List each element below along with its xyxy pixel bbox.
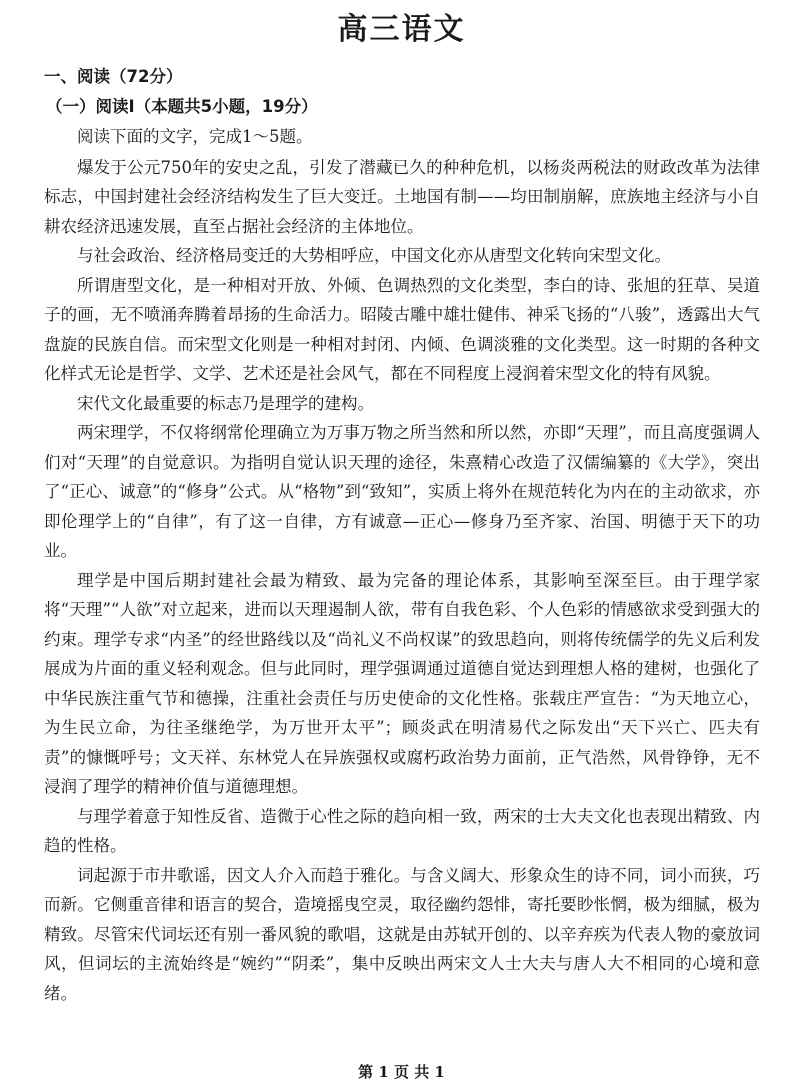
paragraph: 与理学着意于知性反省、造微于心性之际的趋向相一致，两宋的士大夫文化也表现出精致、内趋的性格。	[44, 806, 760, 855]
subsection-heading: （一）阅读I（本题共5小题，19分）	[46, 97, 318, 116]
paragraph: 宋代文化最重要的标志乃是理学的建构。	[77, 393, 374, 413]
paragraph: 爆发于公元750年的安史之乱，引发了潜藏已久的种种危机，以杨炎两税法的财政改革为法律标志，中国封建社会经济结构发生了巨大变迁。土地国有制——均田制崩解，庶族地主经济与小自耕农经济迅速发展，直至占据社会经济的主体地位。	[44, 157, 760, 236]
paragraph: 所谓唐型文化，是一种相对开放、外倾、色调热烈的文化类型，李白的诗、张旭的狂草、吴道子的画，无不喷涌奔腾着昂扬的生命活力。昭陵古雕中雄壮健伟、神采飞扬的“八骏”，透露出大气盘旋的民族自信。而宋型文化则是一种相对封闭、内倾、色调淡雅的文化类型。这一时期的各种文化样式无论是哲学、文学、艺术还是社会风气，都在不同程度上浸润着宋型文化的特有风貌。	[44, 275, 760, 383]
paragraph: 与社会政治、经济格局变迁的大势相呼应，中国文化亦从唐型文化转向宋型文化。	[77, 246, 671, 265]
paragraph: 理学是中国后期封建社会最为精致、最为完备的理论体系，其影响至深至巨。由于理学家将“天理”“人欲”对立起来，进而以天理遏制人欲，带有自我色彩、个人色彩的情感欲求受到强大的约束。理学专求“内圣”的经世路线以及“尚礼义不尚权谋”的致思趋向，则将传统儒学的先义后利发展成为片面的重义轻利观念。但与此同时，理学强调通过道德自觉达到理想人格的建树，也强化了中华民族注重气节和德操，注重社会责任与历史使命的文化性格。张载庄严宣告：“为天地立心，为生民立命，为往圣继绝学，为万世开太平”；顾炎武在明清易代之际发出“天下兴亡、匹夫有责”的慷慨呼号；文天祥、东林党人在异族强权或腐朽政治势力面前，正气浩然，风骨铮铮，无不浸润了理学的精神价值与道德理想。	[44, 570, 760, 796]
reading-passage	[44, 122, 760, 1008]
section-heading: 一、阅读（72分）	[44, 67, 183, 86]
page-footer: 第 1 页 共 1	[358, 1063, 445, 1081]
paragraph: 词起源于市井歌谣，因文人介入而趋于雅化。与含义阔大、形象众生的诗不同，词小而狭，巧而新。它侧重音律和语言的契合，造境摇曳空灵，取径幽约怨悱，寄托要眇怅惘，极为细腻，极为精致。尽管宋代词坛还有别一番风貌的歌唱，这就是由苏轼开创的、以辛弃疾为代表人物的豪放词风，但词坛的主流始终是“婉约”“阴柔”，集中反映出两宋文人士大夫与唐人大不相同的心境和意绪。	[44, 865, 760, 1003]
page-title: 高三语文	[337, 12, 466, 47]
paragraph: 两宋理学，不仅将纲常伦理确立为万事万物之所当然和所以然，亦即“天理”，而且高度强调人们对“天理”的自觉意识。为指明自觉认识天理的途径，朱熹精心改造了汉儒编纂的《大学》，突出了“正心、诚意”的“修身”公式。从“格物”到“致知”，实质上将外在规范转化为内在的主动欲求，亦即伦理学上的“自律”，有了这一自律，方有诚意—正心—修身乃至齐家、治国、明德于天下的功业。	[44, 423, 760, 560]
instruction-text: 阅读下面的文字，完成1～5题。	[77, 127, 313, 146]
